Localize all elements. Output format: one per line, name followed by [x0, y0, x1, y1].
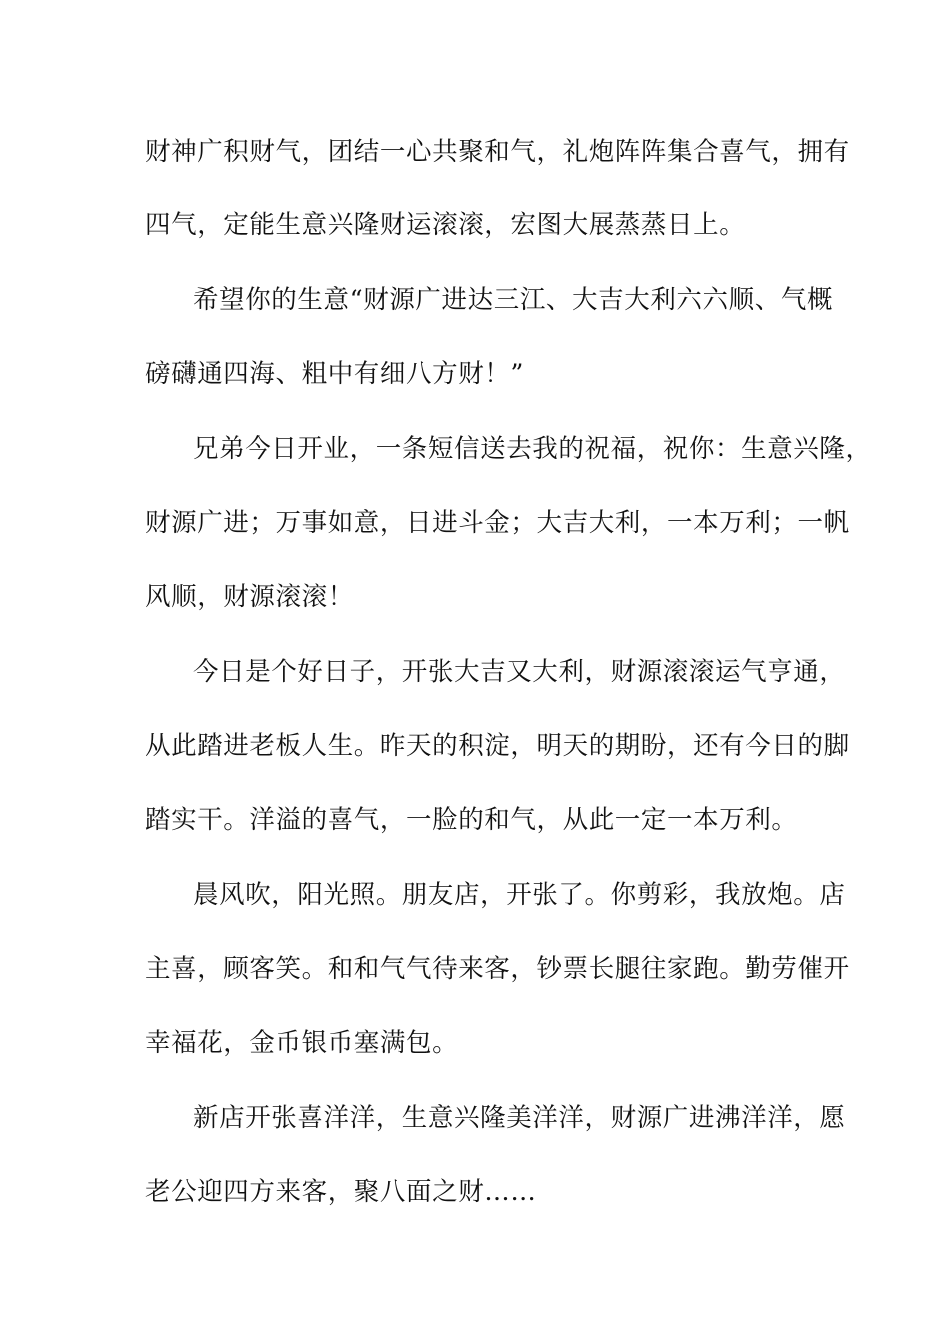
text-line: 财源广进；万事如意，日进斗金；大吉大利，一本万利；一帆 [145, 508, 850, 538]
paragraph-start-line: 新店开张喜洋洋，生意兴隆美洋洋，财源广进沸洋洋，愿 [193, 1103, 846, 1133]
text-line: 四气，定能生意兴隆财运滚滚，宏图大展蒸蒸日上。 [145, 210, 746, 240]
text-line: 从此踏进老板人生。昨天的积淀，明天的期盼，还有今日的脚 [145, 731, 850, 761]
text-line: 风顺，财源滚滚！ [145, 582, 354, 612]
paragraph-start-line: 希望你的生意“财源广进达三江、大吉大利六六顺、气概 [193, 285, 834, 315]
paragraph-start-line: 晨风吹，阳光照。朋友店，开张了。你剪彩，我放炮。店 [193, 880, 846, 910]
text-line: 幸福花，金币银币塞满包。 [145, 1028, 459, 1058]
text-line: 磅礴通四海、粗中有细八方财！” [145, 359, 525, 389]
text-line: 踏实干。洋溢的喜气，一脸的和气，从此一定一本万利。 [145, 805, 798, 835]
text-line: 主喜，顾客笑。和和气气待来客，钞票长腿往家跑。勤劳催开 [145, 954, 850, 984]
paragraph-start-line: 今日是个好日子，开张大吉又大利，财源滚滚运气亨通， [193, 657, 846, 687]
text-line: 财神广积财气，团结一心共聚和气，礼炮阵阵集合喜气，拥有 [145, 137, 850, 167]
text-line: 老公迎四方来客，聚八面之财…… [145, 1177, 537, 1207]
paragraph-start-line: 兄弟今日开业，一条短信送去我的祝福，祝你：生意兴隆， [193, 434, 872, 464]
